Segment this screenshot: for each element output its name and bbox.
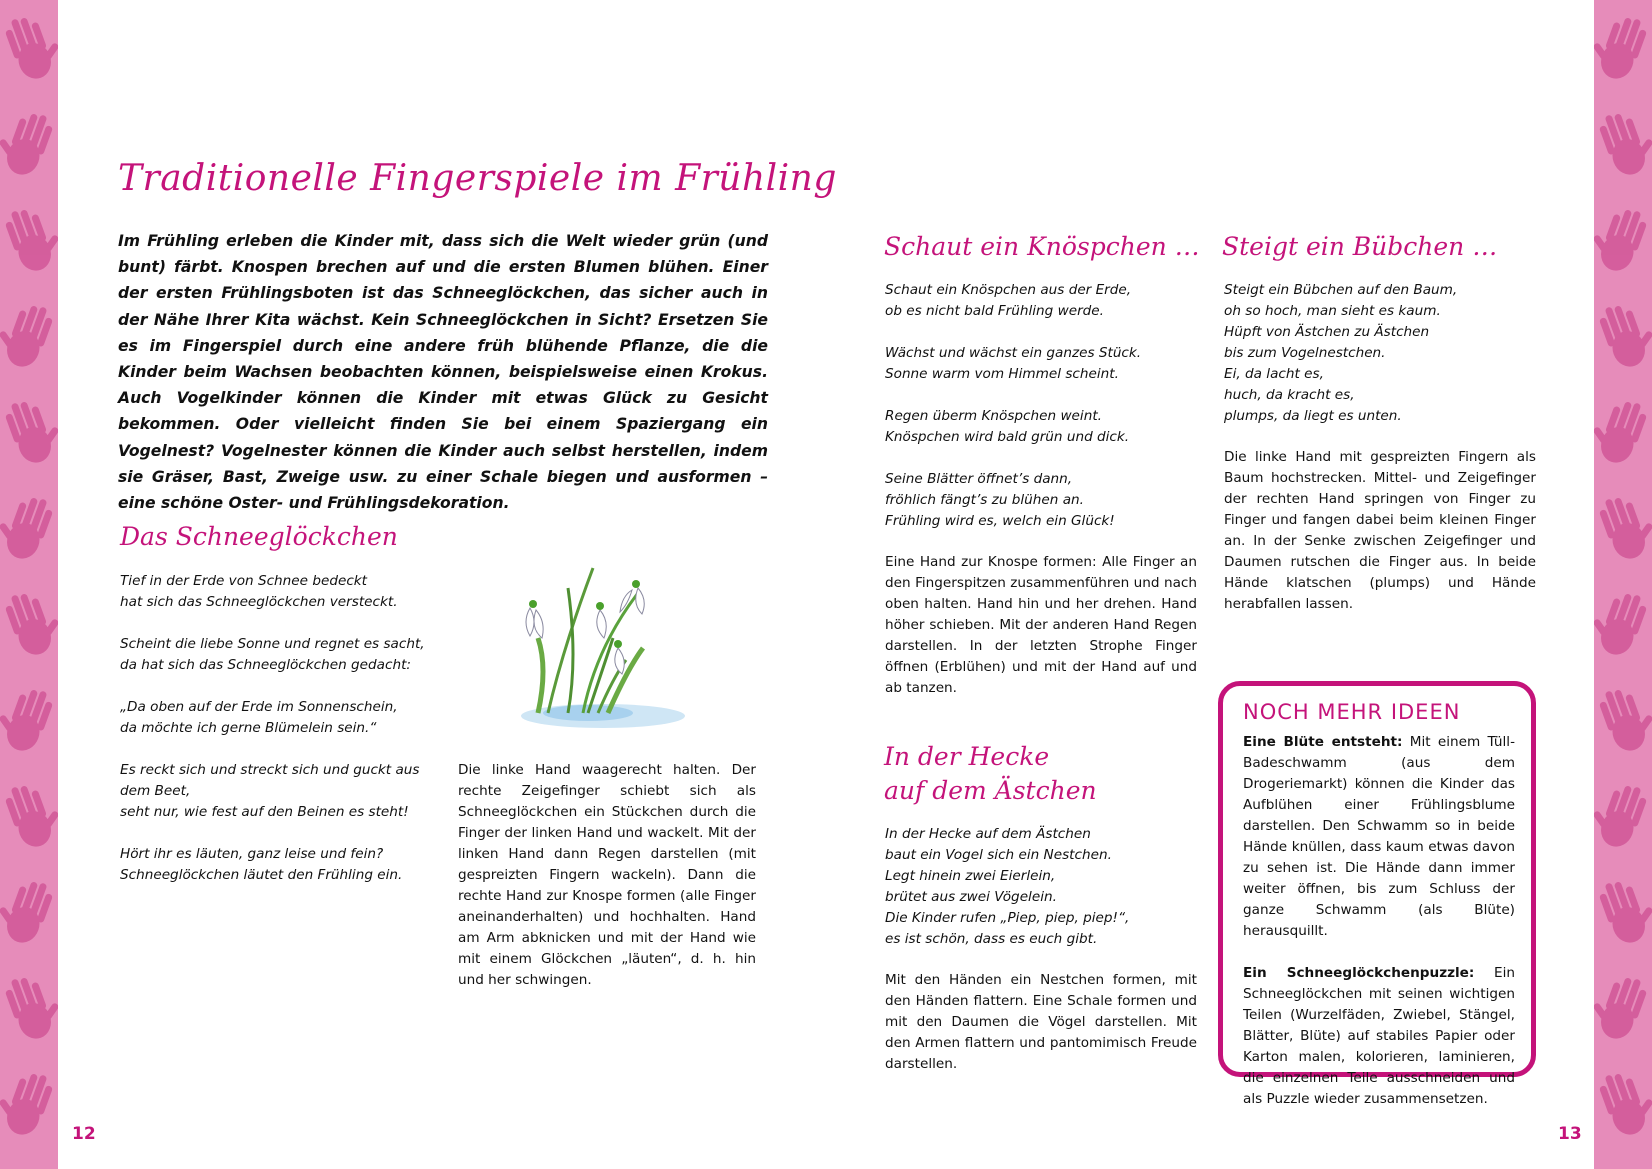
hand-icon bbox=[0, 192, 58, 288]
poem-line: Schneeglöckchen läutet den Frühling ein. bbox=[120, 867, 403, 883]
idea-bluete-text: Mit einem Tüll-Badeschwamm (aus dem Drogeriemarkt) können die Kinder das Aufblühen einer Frühlingsblume darstellen. Den Schwamm so in beide Hände knüllen, dass kaum etwas davon zu sehen ist. Die Hände dann immer weiter öffnen, bis zum Schluss der ganze Schwamm (als Blüte) herausquillt. bbox=[1243, 734, 1515, 939]
page-number-right: 13 bbox=[1558, 1124, 1582, 1144]
poem-line: Seine Blätter öffnet’s dann, bbox=[885, 471, 1073, 487]
poem-line: Schaut ein Knöspchen aus der Erde, bbox=[885, 282, 1132, 298]
poem-line: Knöspchen wird bald grün und dick. bbox=[885, 429, 1130, 445]
knoespchen-instructions: Eine Hand zur Knospe formen: Alle Finger an den Fingerspitzen zusammenführen und nach oben halten. Hand hin und her drehen. Hand höher schieben. Mit der anderen Hand Regen darstellen. In der letzten Strophe Finger öffnen (Erblühen) und mit der Hand auf und ab tanzen. bbox=[885, 554, 1197, 696]
knoespchen-poem bbox=[885, 280, 1185, 532]
hand-icon bbox=[1594, 960, 1652, 1056]
poem-line: Hört ihr es läuten, ganz leise und fein? bbox=[120, 846, 384, 862]
hecke-poem bbox=[885, 824, 1195, 950]
poem-line: brütet aus zwei Vögelein. bbox=[885, 889, 1057, 905]
hand-icon bbox=[0, 576, 58, 672]
poem-stanza bbox=[885, 406, 1185, 448]
hand-icon bbox=[1594, 96, 1652, 192]
poem-line: ob es nicht bald Frühling werde. bbox=[885, 303, 1104, 319]
idea-bluete bbox=[1243, 732, 1515, 942]
poem-line: Regen überm Knöspchen weint. bbox=[885, 408, 1102, 424]
more-ideas-title: NOCH MEHR IDEEN bbox=[1243, 700, 1461, 724]
poem-line: fröhlich fängt’s zu blühen an. bbox=[885, 492, 1084, 508]
poem-line: seht nur, wie fest auf den Beinen es steht! bbox=[120, 804, 409, 820]
page-title: Traditionelle Fingerspiele im Frühling bbox=[118, 158, 837, 199]
poem-stanza bbox=[885, 343, 1185, 385]
schneegloeckchen-instructions: Die linke Hand waagerecht halten. Der rechte Zeigefinger schiebt sich als Schneeglöckchen ein Stückchen durch die Finger der linken Hand und wackelt. Mit der linken Hand dann Regen darstellen (mit gespreizten Fingern wackeln). Dann die rechte Hand zur Knospe formen (alle Finger aneinanderhalten) und hochhalten. Hand am Arm abknicken und mit der Hand wie mit einem Glöckchen „läuten“, d. h. hin und her schwingen. bbox=[458, 762, 756, 988]
poem-stanza bbox=[120, 571, 430, 613]
left-border-handprints bbox=[0, 0, 58, 1169]
page-number-left: 12 bbox=[72, 1124, 96, 1144]
hand-icon bbox=[0, 768, 58, 864]
poem-stanza bbox=[885, 469, 1185, 532]
hand-icon bbox=[1594, 576, 1652, 672]
hand-icon bbox=[1594, 672, 1652, 768]
poem-stanza bbox=[1224, 280, 1524, 427]
schneegloeckchen-title: Das Schneeglöckchen bbox=[120, 522, 398, 551]
hand-icon bbox=[0, 1056, 58, 1152]
hand-icon bbox=[0, 96, 58, 192]
poem-line: „Da oben auf der Erde im Sonnenschein, bbox=[120, 699, 398, 715]
poem-line: Scheint die liebe Sonne und regnet es sacht, bbox=[120, 636, 425, 652]
poem-line: Frühling wird es, welch ein Glück! bbox=[885, 513, 1115, 529]
buebchen-instructions: Die linke Hand mit gespreizten Fingern als Baum hochstrecken. Mittel- und Zeigefinger der rechten Hand springen von Finger zu Finger und fangen dabei beim kleinen Finger an. In der Senke zwischen Zeigefinger und Daumen rutschen die Finger aus. In beide Hände klatschen (plumps) und Hände herabfallen lassen. bbox=[1224, 449, 1536, 612]
poem-line: Hüpft von Ästchen zu Ästchen bbox=[1224, 324, 1430, 340]
idea-puzzle-text: Ein Schneeglöckchen mit seinen wichtigen Teilen (Wurzelfäden, Zwiebel, Stängel, Blätter, Blüte) auf stabiles Papier oder Karton malen, kolorieren, laminieren, die einzelnen Teile ausschneiden und als Puzzle wieder zusammensetzen. bbox=[1243, 965, 1515, 1107]
hand-icon bbox=[0, 960, 58, 1056]
hand-icon bbox=[1594, 1152, 1652, 1169]
poem-line: Tief in der Erde von Schnee bedeckt bbox=[120, 573, 367, 589]
poem-line: Ei, da lacht es, bbox=[1224, 366, 1324, 382]
poem-line: Wächst und wächst ein ganzes Stück. bbox=[885, 345, 1142, 361]
idea-bluete-heading: Eine Blüte entsteht: bbox=[1243, 734, 1403, 750]
hand-icon bbox=[1594, 0, 1652, 96]
hand-icon bbox=[0, 480, 58, 576]
hecke-title bbox=[884, 740, 1097, 808]
hand-icon bbox=[0, 864, 58, 960]
poem-line: Es reckt sich und streckt sich und guckt aus dem Beet, bbox=[120, 762, 420, 799]
poem-stanza bbox=[885, 824, 1195, 950]
more-ideas-box bbox=[1218, 681, 1536, 1107]
hand-icon bbox=[1594, 384, 1652, 480]
schneegloeckchen-poem bbox=[120, 571, 430, 886]
idea-puzzle bbox=[1243, 963, 1515, 1110]
right-border-handprints bbox=[1594, 0, 1652, 1169]
poem-line: oh so hoch, man sieht es kaum. bbox=[1224, 303, 1441, 319]
idea-puzzle-heading: Ein Schneeglöckchenpuzzle: bbox=[1243, 965, 1475, 981]
poem-line: da hat sich das Schneeglöckchen gedacht: bbox=[120, 657, 411, 673]
poem-line: Steigt ein Bübchen auf den Baum, bbox=[1224, 282, 1458, 298]
hand-icon bbox=[1594, 288, 1652, 384]
hand-icon bbox=[1594, 192, 1652, 288]
hand-icon bbox=[1594, 1056, 1652, 1152]
hand-icon bbox=[0, 384, 58, 480]
buebchen-poem bbox=[1224, 280, 1524, 427]
hand-icon bbox=[1594, 480, 1652, 576]
poem-line: bis zum Vogelnestchen. bbox=[1224, 345, 1386, 361]
poem-stanza bbox=[120, 760, 430, 823]
poem-line: Sonne warm vom Himmel scheint. bbox=[885, 366, 1119, 382]
hand-icon bbox=[0, 1152, 58, 1169]
poem-line: hat sich das Schneeglöckchen versteckt. bbox=[120, 594, 398, 610]
snowdrop-illustration bbox=[508, 548, 698, 738]
poem-line: huch, da kracht es, bbox=[1224, 387, 1355, 403]
poem-line: Legt hinein zwei Eierlein, bbox=[885, 868, 1056, 884]
poem-line: In der Hecke auf dem Ästchen bbox=[885, 826, 1091, 842]
poem-stanza bbox=[120, 634, 430, 676]
poem-line: plumps, da liegt es unten. bbox=[1224, 408, 1402, 424]
poem-stanza bbox=[885, 280, 1185, 322]
hand-icon bbox=[0, 0, 58, 96]
hecke-title-line1: In der Hecke bbox=[884, 742, 1050, 771]
knoespchen-title: Schaut ein Knöspchen … bbox=[884, 232, 1200, 261]
poem-stanza bbox=[120, 844, 430, 886]
poem-line: baut ein Vogel sich ein Nestchen. bbox=[885, 847, 1112, 863]
poem-stanza bbox=[120, 697, 430, 739]
poem-line: da möchte ich gerne Blümelein sein.“ bbox=[120, 720, 377, 736]
hecke-title-line2: auf dem Ästchen bbox=[884, 776, 1097, 805]
hand-icon bbox=[0, 672, 58, 768]
hand-icon bbox=[1594, 864, 1652, 960]
hand-icon bbox=[0, 288, 58, 384]
buebchen-title: Steigt ein Bübchen … bbox=[1222, 232, 1498, 261]
poem-line: es ist schön, dass es euch gibt. bbox=[885, 931, 1098, 947]
poem-line: Die Kinder rufen „Piep, piep, piep!“, bbox=[885, 910, 1130, 926]
hand-icon bbox=[1594, 768, 1652, 864]
hecke-instructions: Mit den Händen ein Nestchen formen, mit den Händen flattern. Eine Schale formen und mit den Daumen die Vögel darstellen. Mit den Armen flattern und pantomimisch Freude darstellen. bbox=[885, 972, 1197, 1072]
intro-paragraph: Im Frühling erleben die Kinder mit, dass sich die Welt wieder grün (und bunt) färbt. Knospen brechen auf und die ersten Blumen blühen. Einer der ersten Frühlingsboten ist das Schneeglöckchen, das sicher auch in der Nähe Ihrer Kita wächst. Kein Schneeglöckchen in Sicht? Ersetzen Sie es im Fingerspiel durch eine andere früh blühende Pflanze, die die Kinder beim Wachsen beobachten können, beispielsweise einen Krokus. Auch Vogelkinder können die Kinder mit etwas Glück zu Gesicht bekommen. Oder vielleicht finden Sie bei einem Spaziergang ein Vogelnest? Vogelnester können die Kinder auch selbst herstellen, indem sie Gräser, Bast, Zweige usw. zu einer Schale biegen und ausformen – eine schöne Oster- und Frühlingsdekoration. bbox=[118, 232, 768, 513]
